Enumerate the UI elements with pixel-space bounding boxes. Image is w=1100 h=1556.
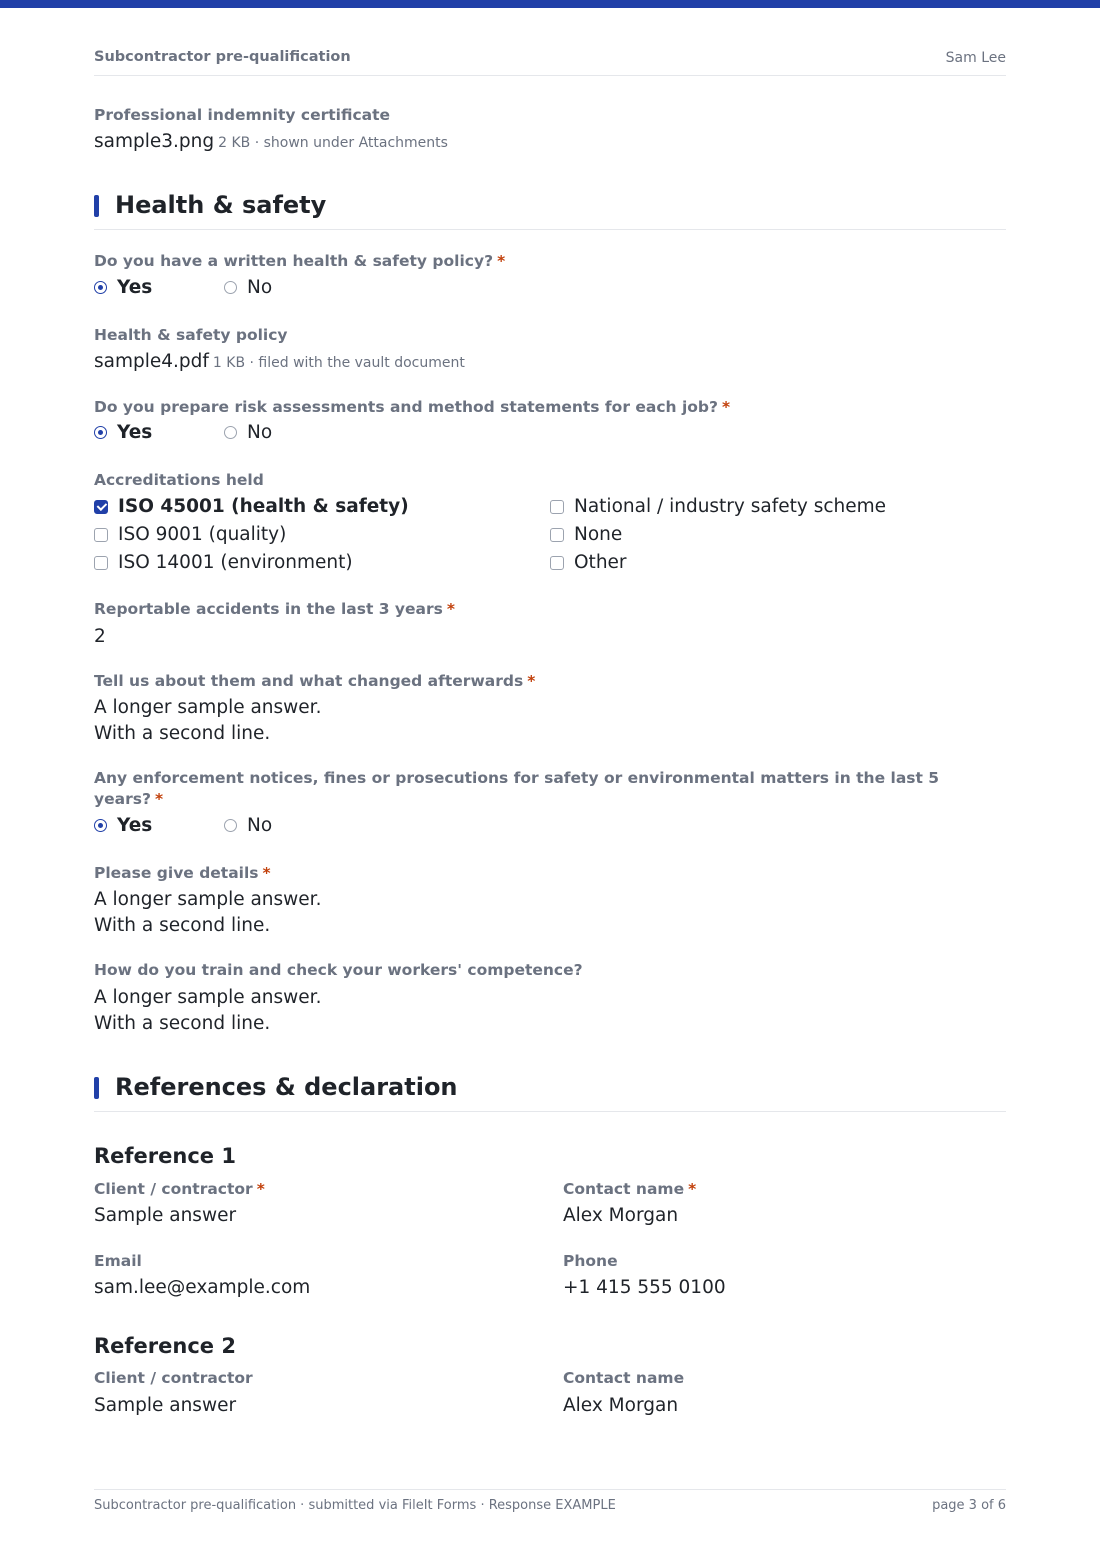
section-divider xyxy=(94,1111,1006,1112)
indemnity-file-meta: 2 KB · shown under Attachments xyxy=(218,135,448,151)
enforcement-no-option[interactable] xyxy=(224,815,272,836)
radio-selected-icon xyxy=(94,426,107,439)
risk-question-label xyxy=(94,398,730,416)
option-label: ISO 9001 (quality) xyxy=(118,524,287,545)
accidents-label xyxy=(94,600,455,618)
header-divider xyxy=(94,75,1006,76)
enforcement-detail-value xyxy=(94,887,321,939)
checkbox-empty-icon xyxy=(550,528,564,542)
form-title: Subcontractor pre-qualification xyxy=(94,49,351,65)
ref2-contact-label: Contact name xyxy=(563,1369,685,1387)
ref1-client-label xyxy=(94,1180,265,1198)
footer-divider xyxy=(94,1489,1006,1490)
ref1-contact-value: Alex Morgan xyxy=(563,1205,679,1226)
enforcement-yes-option[interactable] xyxy=(94,815,152,836)
indemnity-label: Professional indemnity certificate xyxy=(94,106,391,124)
enforcement-detail-label-text: Please give details xyxy=(94,864,259,882)
section-divider xyxy=(94,229,1006,230)
radio-selected-icon xyxy=(94,281,107,294)
ref1-email-value[interactable]: sam.lee@example.com xyxy=(94,1277,311,1298)
ref1-client-label-text: Client / contractor xyxy=(94,1180,253,1198)
respondent-name: Sam Lee xyxy=(945,50,1006,66)
section-title-text: References & declaration xyxy=(115,1073,458,1101)
option-label: No xyxy=(247,815,273,836)
option-label: ISO 45001 (health & safety) xyxy=(118,496,409,517)
ref1-email-label: Email xyxy=(94,1252,142,1270)
risk-no-option[interactable] xyxy=(224,422,272,443)
accreditation-national-scheme[interactable] xyxy=(550,496,886,517)
section-title-text: Health & safety xyxy=(115,191,327,219)
answer-line: With a second line. xyxy=(94,723,271,744)
accreditation-iso45001[interactable] xyxy=(94,496,409,517)
ref2-client-value: Sample answer xyxy=(94,1395,237,1416)
radio-empty-icon xyxy=(224,281,237,294)
reference-2-title: Reference 2 xyxy=(94,1334,236,1358)
required-marker: * xyxy=(497,252,506,270)
answer-line: A longer sample answer. xyxy=(94,987,322,1008)
accreditation-none[interactable] xyxy=(550,524,622,545)
accidents-detail-label-text: Tell us about them and what changed afterwards xyxy=(94,672,524,690)
option-label: No xyxy=(247,422,273,443)
policy-question-label xyxy=(94,252,505,270)
answer-line: A longer sample answer. xyxy=(94,889,322,910)
section-marker xyxy=(94,1077,99,1099)
indemnity-file xyxy=(94,131,448,152)
risk-question-text: Do you prepare risk assessments and method statements for each job? xyxy=(94,398,718,416)
accreditations-label: Accreditations held xyxy=(94,471,264,489)
enforcement-question-label xyxy=(94,768,984,810)
section-title-health-safety xyxy=(94,191,326,219)
option-label: Yes xyxy=(117,815,153,836)
checkbox-empty-icon xyxy=(550,500,564,514)
required-marker: * xyxy=(722,398,731,416)
page-number: page 3 of 6 xyxy=(932,1498,1006,1513)
answer-line: With a second line. xyxy=(94,1013,271,1034)
training-value xyxy=(94,985,321,1037)
accreditation-iso9001[interactable] xyxy=(94,524,286,545)
accreditation-iso14001[interactable] xyxy=(94,552,353,573)
option-label: None xyxy=(574,524,623,545)
option-label: No xyxy=(247,277,273,298)
enforcement-question-text: Any enforcement notices, fines or prosecutions for safety or environmental matters in the last 5 years? xyxy=(94,769,940,808)
accidents-detail-label xyxy=(94,672,535,690)
accidents-value: 2 xyxy=(94,626,106,647)
required-marker: * xyxy=(154,790,164,808)
indemnity-file-name[interactable]: sample3.png xyxy=(94,131,215,152)
policy-file-label: Health & safety policy xyxy=(94,326,288,344)
option-label: Other xyxy=(574,552,627,573)
required-marker: * xyxy=(527,672,536,690)
required-marker: * xyxy=(262,864,271,882)
risk-yes-option[interactable] xyxy=(94,422,152,443)
ref1-contact-label-text: Contact name xyxy=(563,1180,685,1198)
footer-info: Subcontractor pre-qualification · submitted via FileIt Forms · Response EXAMPLE xyxy=(94,1498,616,1513)
accidents-label-text: Reportable accidents in the last 3 years xyxy=(94,600,443,618)
option-label: Yes xyxy=(117,422,153,443)
ref2-contact-value: Alex Morgan xyxy=(563,1395,679,1416)
enforcement-detail-label xyxy=(94,864,271,882)
top-accent-bar xyxy=(0,0,1100,8)
ref2-client-label: Client / contractor xyxy=(94,1369,253,1387)
required-marker: * xyxy=(688,1180,697,1198)
checkbox-empty-icon xyxy=(94,528,108,542)
option-label: ISO 14001 (environment) xyxy=(118,552,353,573)
policy-question-text: Do you have a written health & safety policy? xyxy=(94,252,494,270)
radio-selected-icon xyxy=(94,819,107,832)
checkbox-checked-icon xyxy=(94,500,108,514)
accreditation-other[interactable] xyxy=(550,552,627,573)
required-marker: * xyxy=(446,600,455,618)
section-title-references xyxy=(94,1073,458,1101)
policy-file-name[interactable]: sample4.pdf xyxy=(94,351,209,372)
policy-yes-option[interactable] xyxy=(94,277,152,298)
policy-no-option[interactable] xyxy=(224,277,272,298)
training-label: How do you train and check your workers' competence? xyxy=(94,961,583,979)
ref1-phone-value: +1 415 555 0100 xyxy=(563,1277,726,1298)
required-marker: * xyxy=(256,1180,265,1198)
radio-empty-icon xyxy=(224,426,237,439)
ref1-phone-label: Phone xyxy=(563,1252,618,1270)
answer-line: With a second line. xyxy=(94,915,271,936)
option-label: Yes xyxy=(117,277,153,298)
policy-file-meta: 1 KB · filed with the vault document xyxy=(212,355,465,371)
ref1-contact-label xyxy=(563,1180,696,1198)
checkbox-empty-icon xyxy=(550,556,564,570)
ref1-client-value: Sample answer xyxy=(94,1205,237,1226)
accidents-detail-value xyxy=(94,695,321,747)
option-label: National / industry safety scheme xyxy=(574,496,887,517)
answer-line: A longer sample answer. xyxy=(94,697,322,718)
radio-empty-icon xyxy=(224,819,237,832)
section-marker xyxy=(94,195,99,217)
policy-file xyxy=(94,351,465,372)
checkbox-empty-icon xyxy=(94,556,108,570)
reference-1-title: Reference 1 xyxy=(94,1144,236,1168)
